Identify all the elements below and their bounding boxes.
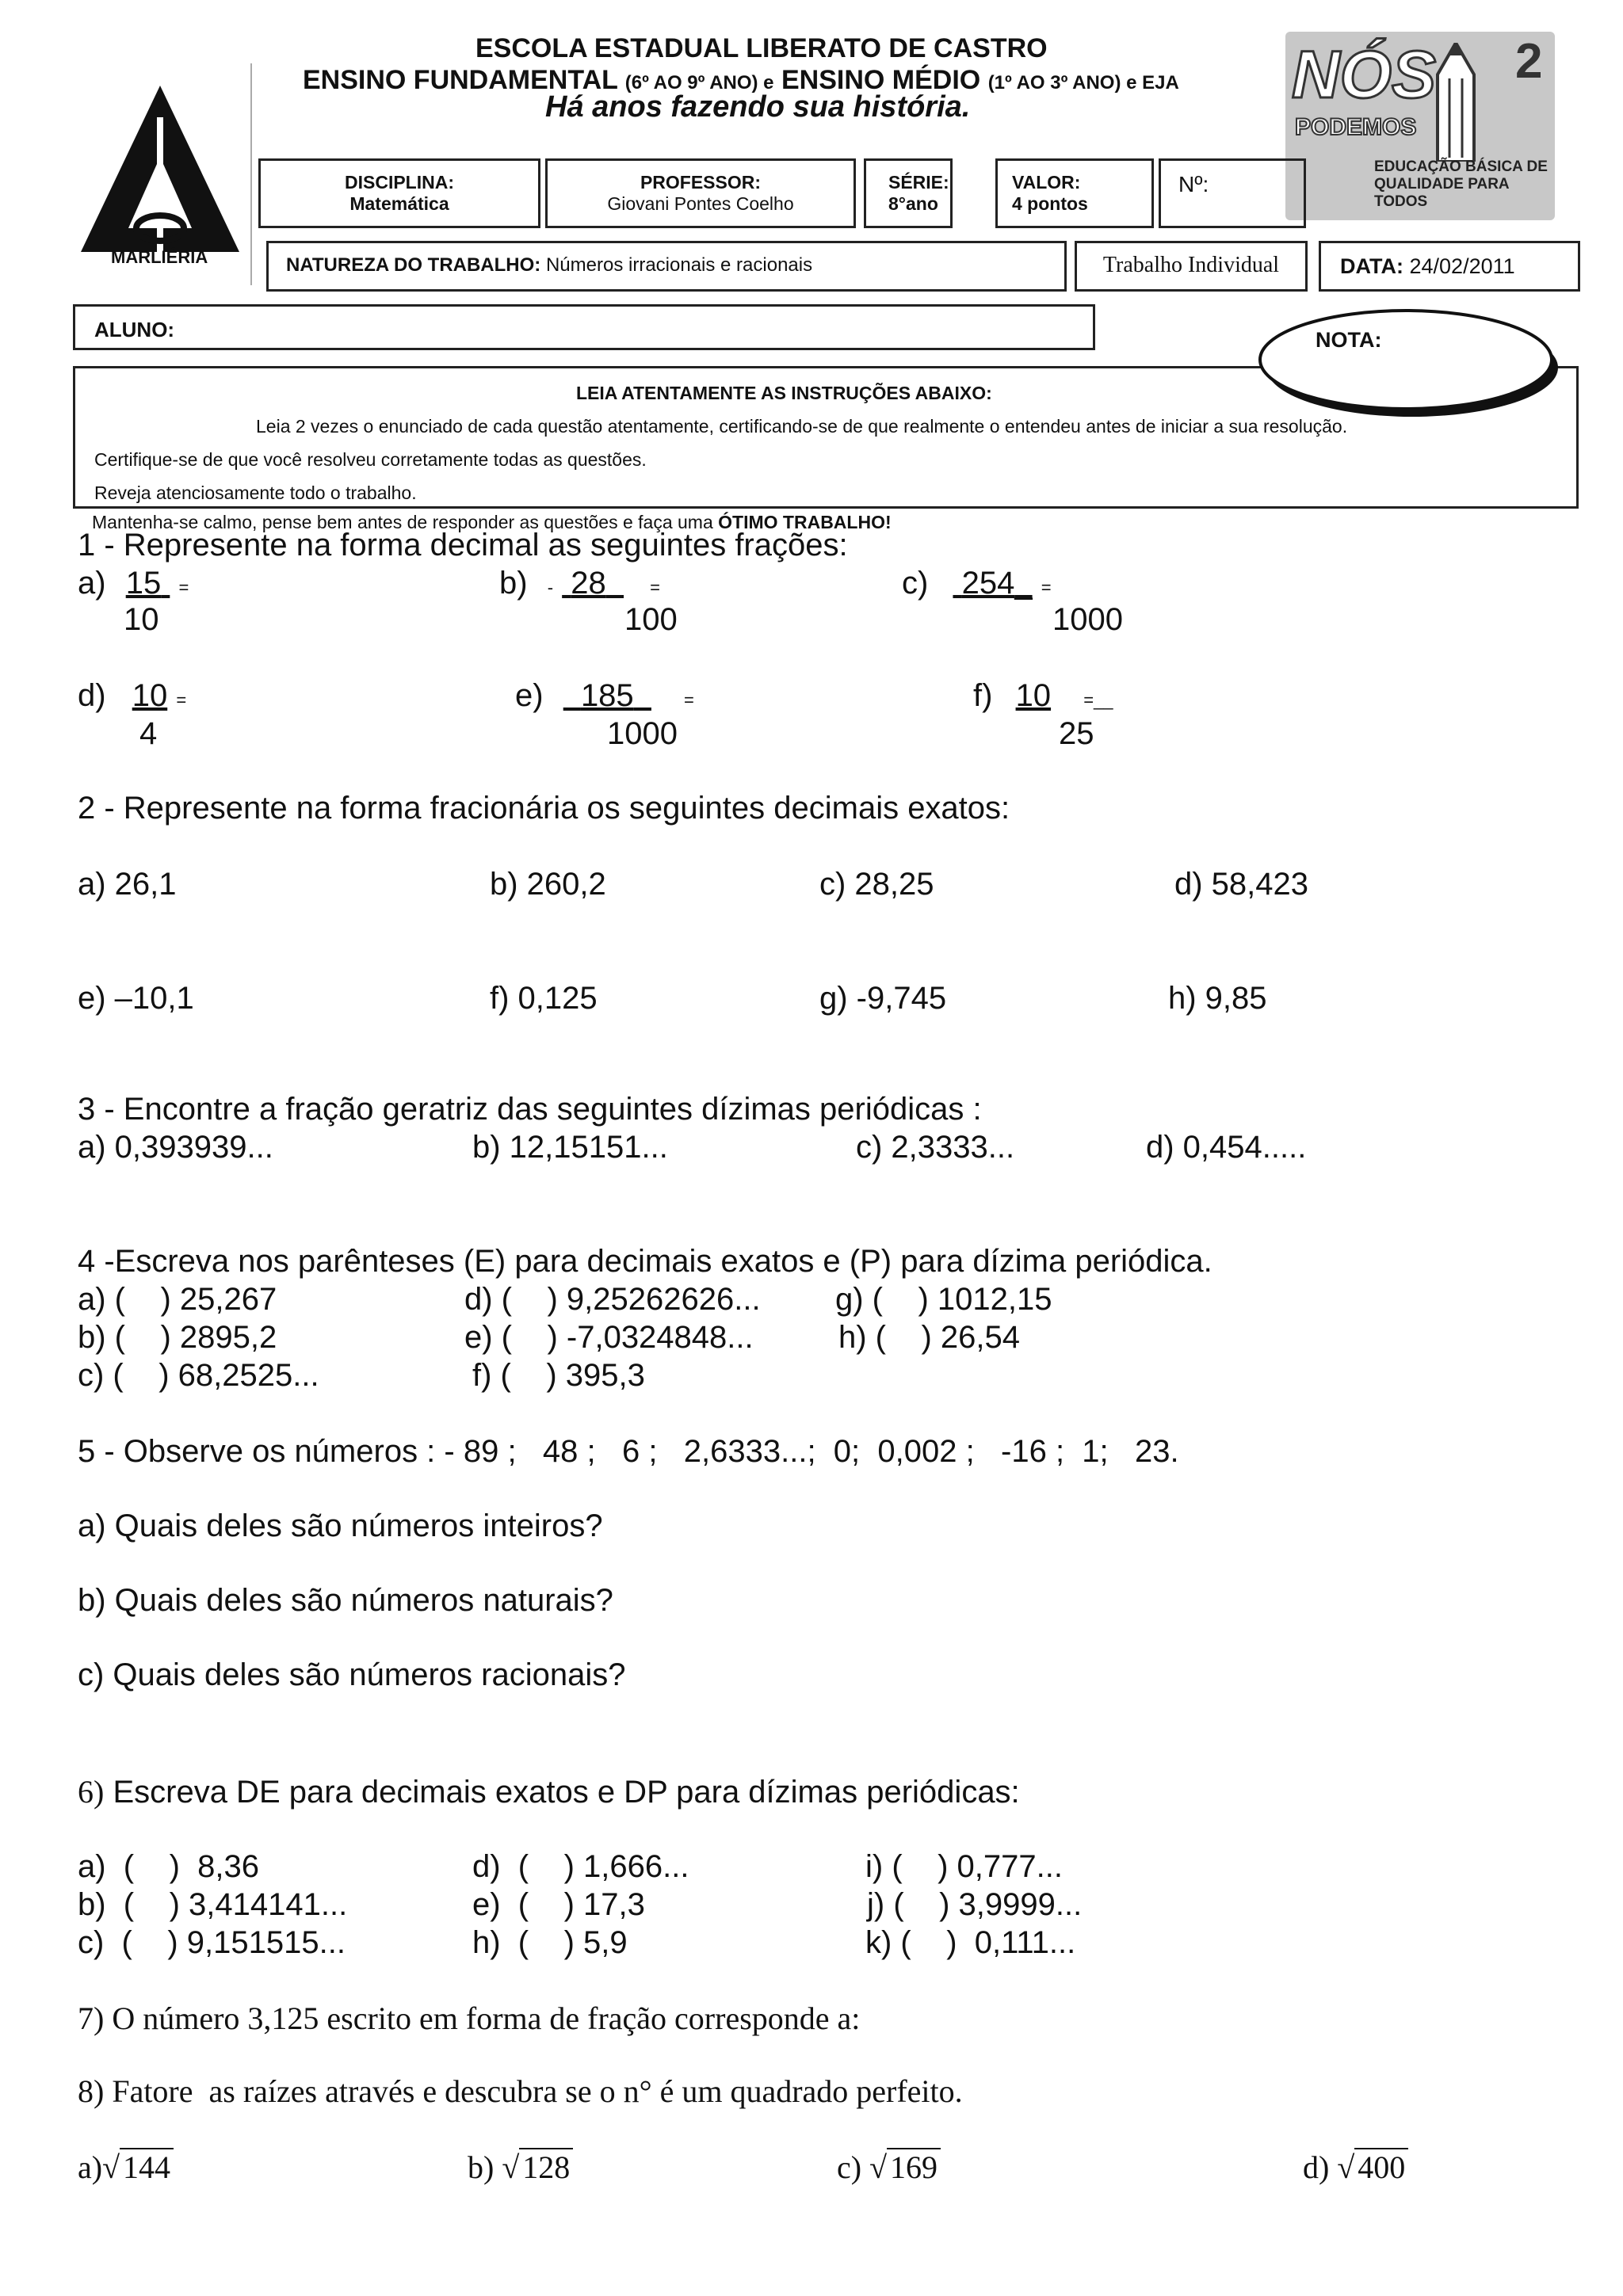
q1-f-den: 25 xyxy=(1059,716,1094,751)
q8-a-label: a) xyxy=(78,2149,103,2185)
q1-e-eq: = xyxy=(684,690,694,710)
logo-word2: PODEMOS xyxy=(1295,114,1417,140)
natureza-label: NATUREZA DO TRABALHO: xyxy=(286,254,541,276)
header-divider xyxy=(250,63,252,285)
q8-b-radicand: 128 xyxy=(519,2148,573,2185)
q8-d-label: d) xyxy=(1303,2149,1330,2185)
q6-item-h[interactable]: h) ( ) 5,9 xyxy=(472,1925,628,1960)
q5-a: a) Quais deles são números inteiros? xyxy=(78,1508,603,1543)
sqrt-icon: √ xyxy=(102,2149,120,2185)
school-logo xyxy=(73,70,247,268)
q6-item-k[interactable]: k) ( ) 0,111... xyxy=(865,1925,1076,1960)
q1-title: 1 - Represente na forma decimal as seguintes frações: xyxy=(78,528,848,563)
q1-c-num: 254 xyxy=(961,566,1015,601)
levels-a: ENSINO FUNDAMENTAL xyxy=(303,65,618,95)
school-name: ESCOLA ESTADUAL LIBERATO DE CASTRO xyxy=(475,33,1048,63)
instruction-line-1: Leia 2 vezes o enunciado de cada questão atentamente, certificando-se de que realmente o entendeu antes de iniciar a sua resolução. xyxy=(256,416,1348,437)
q6-text: Escreva DE para decimais exatos e DP para dízimas periódicas: xyxy=(113,1775,1020,1810)
aluno-field[interactable] xyxy=(73,304,1095,350)
q5-b: b) Quais deles são números naturais? xyxy=(78,1583,613,1618)
q2-item-g: g) -9,745 xyxy=(819,981,947,1016)
levels-a-small: (6º AO 9º ANO) e xyxy=(624,72,774,93)
q1-e-num: 185 xyxy=(580,678,634,713)
q8-item-d xyxy=(1303,2149,1408,2186)
q6-number: 6) xyxy=(78,1774,105,1810)
logo-number: 2 xyxy=(1515,34,1543,89)
serie-box xyxy=(864,158,953,228)
instruction-line-2: Certifique-se de que você resolveu corretamente todas as questões. xyxy=(94,449,647,470)
q4-item-e[interactable]: e) ( ) -7,0324848... xyxy=(464,1320,754,1355)
nota-oval[interactable] xyxy=(1249,304,1566,423)
valor-box xyxy=(995,158,1154,228)
disciplina-label: DISCIPLINA: xyxy=(345,172,454,193)
q1-e-den: 1000 xyxy=(607,716,678,751)
q4-item-a[interactable]: a) ( ) 25,267 xyxy=(78,1282,277,1317)
q2-item-h: h) 9,85 xyxy=(1168,981,1267,1016)
q4-item-g[interactable]: g) ( ) 1012,15 xyxy=(835,1282,1052,1317)
q1-b-eq: = xyxy=(650,578,660,597)
q1-a-eq: = xyxy=(178,578,189,597)
q2-item-b: b) 260,2 xyxy=(490,867,606,902)
q2-title: 2 - Represente na forma fracionária os seguintes decimais exatos: xyxy=(78,791,1010,826)
q1-b-label: b) xyxy=(499,566,528,601)
q7-title: 7) O número 3,125 escrito em forma de fração corresponde a: xyxy=(78,2000,861,2036)
q3-item-b: b) 12,15151... xyxy=(472,1130,668,1165)
q2-item-c: c) 28,25 xyxy=(819,867,934,902)
q1-item-c: c) 254_ = xyxy=(902,566,1052,601)
q1-c-label: c) xyxy=(902,566,929,601)
q2-item-f: f) 0,125 xyxy=(490,981,598,1016)
q1-f-label: f) xyxy=(973,678,993,713)
pencil-icon xyxy=(1436,43,1476,162)
q4-item-f[interactable]: f) ( ) 395,3 xyxy=(472,1358,645,1393)
q8-c-radicand: 169 xyxy=(887,2148,941,2185)
instruction-last-text: Mantenha-se calmo, pense bem antes de responder as questões e faça uma xyxy=(92,512,713,532)
tipo-value: Trabalho Individual xyxy=(1102,253,1280,277)
school-motto: Há anos fazendo sua história. xyxy=(545,90,971,124)
q8-title: 8) Fatore as raízes através e descubra se o n° é um quadrado perfeito. xyxy=(78,2073,963,2109)
sqrt-icon: √ xyxy=(502,2149,520,2185)
aluno-label: ALUNO: xyxy=(94,318,175,341)
data-label: DATA: xyxy=(1340,254,1403,278)
q1-a-den: 10 xyxy=(124,602,159,637)
q8-item-c xyxy=(837,2149,941,2186)
q6-item-b[interactable]: b) ( ) 3,414141... xyxy=(78,1887,348,1922)
q1-b-num: 28 xyxy=(571,566,606,601)
q6-item-d[interactable]: d) ( ) 1,666... xyxy=(472,1849,689,1884)
q6-item-i[interactable]: i) ( ) 0,777... xyxy=(865,1849,1063,1884)
natureza-value: Números irracionais e racionais xyxy=(545,254,813,276)
levels-b: ENSINO MÉDIO xyxy=(781,65,981,95)
q6-item-e[interactable]: e) ( ) 17,3 xyxy=(472,1887,645,1922)
natureza-box xyxy=(266,241,1067,292)
q1-d-num: 10 xyxy=(132,678,168,713)
q1-f-num: 10 xyxy=(1015,678,1052,713)
numero-box xyxy=(1159,158,1306,228)
sqrt-icon: √ xyxy=(869,2149,888,2185)
professor-box xyxy=(545,158,856,228)
q4-item-d[interactable]: d) ( ) 9,25262626... xyxy=(464,1282,761,1317)
sqrt-icon: √ xyxy=(1337,2149,1355,2185)
logo-word1: NÓS xyxy=(1292,37,1437,112)
q1-f-eq: = xyxy=(1083,690,1094,710)
q1-c-eq: = xyxy=(1041,578,1052,597)
valor-label: VALOR: xyxy=(1012,172,1081,193)
q1-d-eq: = xyxy=(176,690,187,710)
valor-value: 4 pontos xyxy=(1012,193,1088,214)
q1-d-den: 4 xyxy=(139,716,158,751)
q2-item-d: d) 58,423 xyxy=(1174,867,1309,902)
q8-item-b xyxy=(468,2149,573,2186)
professor-value: Giovani Pontes Coelho xyxy=(607,193,794,214)
q6-item-j[interactable]: j) ( ) 3,9999... xyxy=(867,1887,1083,1922)
q1-e-label: e) xyxy=(515,678,544,713)
q1-item-b: b) - 28 = xyxy=(499,566,660,601)
q1-item-e xyxy=(515,678,694,714)
q8-c-label: c) xyxy=(837,2149,862,2185)
nos-podemos-logo xyxy=(1285,32,1555,220)
levels-b-small: (1º AO 3º ANO) e EJA xyxy=(987,72,1179,93)
q1-d-label: d) xyxy=(78,678,106,713)
q3-item-d: d) 0,454..... xyxy=(1146,1130,1307,1165)
instruction-line-3: Reveja atenciosamente todo o trabalho. xyxy=(94,482,417,503)
q6-item-a[interactable]: a) ( ) 8,36 xyxy=(78,1849,259,1884)
nota-label: NOTA: xyxy=(1316,328,1382,352)
q8-a-radicand: 144 xyxy=(120,2148,174,2185)
instruction-last-bold: ÓTIMO TRABALHO! xyxy=(718,512,892,532)
logo-city: MARLIÉRIA xyxy=(111,247,208,267)
data-box xyxy=(1319,241,1580,292)
q2-item-a: a) 26,1 xyxy=(78,867,177,902)
q4-item-b[interactable]: b) ( ) 2895,2 xyxy=(78,1320,277,1355)
q4-item-h[interactable]: h) ( ) 26,54 xyxy=(838,1320,1020,1355)
q3-item-a: a) 0,393939... xyxy=(78,1130,273,1165)
q2-item-e: e) –10,1 xyxy=(78,981,194,1016)
tipo-box xyxy=(1075,241,1308,292)
q6-item-c[interactable]: c) ( ) 9,151515... xyxy=(78,1925,346,1960)
q5-title: 5 - Observe os números : - 89 ; 48 ; 6 ; 2,6333...; 0; 0,002 ; -16 ; 1; 23. xyxy=(78,1434,1179,1469)
q1-a-num: 15 xyxy=(125,566,162,601)
q1-item-a xyxy=(78,566,189,601)
q4-item-c[interactable]: c) ( ) 68,2525... xyxy=(78,1358,319,1393)
serie-label: SÉRIE: xyxy=(888,172,949,193)
disciplina-value: Matemática xyxy=(349,193,449,214)
professor-label: PROFESSOR: xyxy=(640,172,762,193)
q8-b-label: b) xyxy=(468,2149,495,2185)
q8-d-radicand: 400 xyxy=(1354,2148,1408,2185)
logo-tagline: EDUCAÇÃO BÁSICA DE QUALIDADE PARA TODOS xyxy=(1374,158,1548,210)
q1-b-den: 100 xyxy=(624,602,678,637)
q1-a-label: a) xyxy=(78,566,106,601)
data-value: 24/02/2011 xyxy=(1409,254,1515,278)
q5-c: c) Quais deles são números racionais? xyxy=(78,1657,626,1692)
q8-item-a xyxy=(78,2149,174,2186)
q3-title: 3 - Encontre a fração geratriz das seguintes dízimas periódicas : xyxy=(78,1092,982,1127)
instructions-title: LEIA ATENTAMENTE AS INSTRUÇÕES ABAIXO: xyxy=(576,383,992,403)
q4-title: 4 -Escreva nos parênteses (E) para decimais exatos e (P) para dízima periódica. xyxy=(78,1244,1212,1279)
q1-item-d xyxy=(78,678,186,714)
q6-title xyxy=(78,1773,1020,1810)
q1-item-f: f) 10 =__ xyxy=(973,678,1113,713)
serie-value: 8°ano xyxy=(888,193,938,214)
q1-c-den: 1000 xyxy=(1052,602,1123,637)
disciplina-box xyxy=(258,158,540,228)
numero-label: Nº: xyxy=(1178,172,1209,196)
q3-item-c: c) 2,3333... xyxy=(856,1130,1015,1165)
